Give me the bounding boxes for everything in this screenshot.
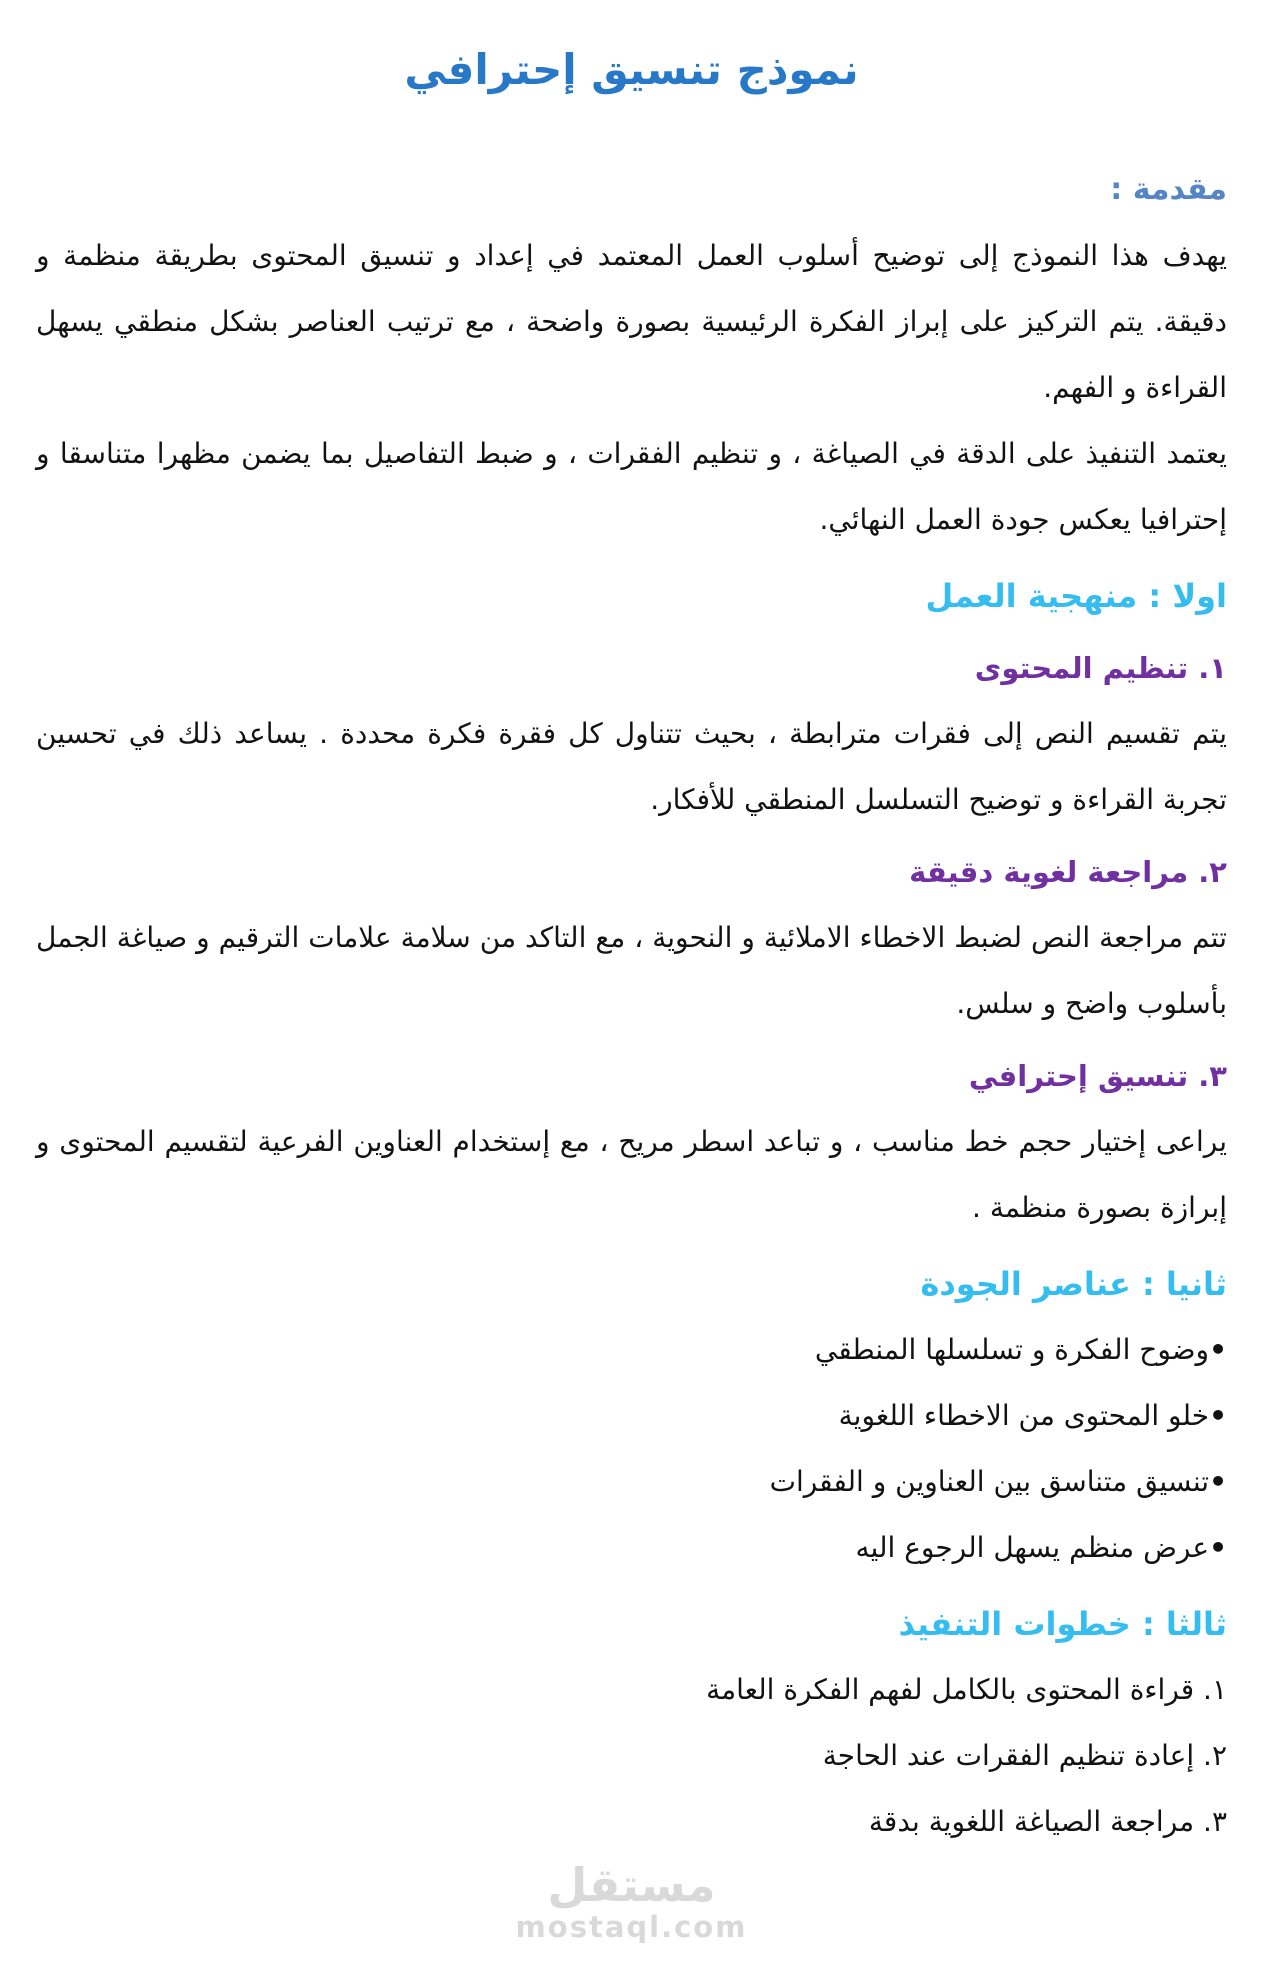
- subsection-2-heading: ٢. مراجعة لغوية دقيقة: [909, 855, 1227, 890]
- subsection-3-heading: ٣. تنسيق إحترافي: [968, 1059, 1227, 1094]
- quality-bullet-list: [36, 1317, 1227, 1581]
- watermark: [515, 1857, 748, 1945]
- subsection-2-body: تتم مراجعة النص لضبط الاخطاء الاملائية و النحوية ، مع التاكد من سلامة علامات الترقيم و صياغة الجمل بأسلوب واضح و سلس.: [36, 921, 1227, 1021]
- step-item: ١. قراءة المحتوى بالكامل لفهم الفكرة العامة: [706, 1673, 1227, 1707]
- intro-heading: مقدمة :: [1110, 172, 1227, 208]
- quality-heading: ثانيا : عناصر الجودة: [920, 1265, 1227, 1304]
- document-content: [0, 36, 1263, 1855]
- bullet-item: • تنسيق متناسق بين العناوين و الفقرات: [36, 1449, 1227, 1515]
- subsection-1-heading: ١. تنظيم المحتوى: [974, 651, 1227, 686]
- intro-paragraph-1: يهدف هذا النموذج إلى توضيح أسلوب العمل المعتمد في إعداد و تنسيق المحتوى بطريقة منظمة و دقيقة. يتم التركيز على إبراز الفكرة الرئيسية بصورة واضحة ، مع ترتيب العناصر بشكل منطقي يسهل القراءة و الفهم.: [36, 239, 1227, 405]
- steps-list: [36, 1657, 1227, 1855]
- page-title: نموذج تنسيق إحترافي: [404, 45, 859, 94]
- step-item: ٢. إعادة تنظيم الفقرات عند الحاجة: [822, 1739, 1227, 1773]
- watermark-logo: مستقل: [547, 1857, 716, 1912]
- intro-paragraph-2: يعتمد التنفيذ على الدقة في الصياغة ، و تنظيم الفقرات ، و ضبط التفاصيل بما يضمن مظهرا متناسقا و إحترافيا يعكس جودة العمل النهائي.: [36, 437, 1227, 537]
- subsection-1-body: يتم تقسيم النص إلى فقرات مترابطة ، بحيث تتناول كل فقرة فكرة محددة . يساعد ذلك في تحسين تجربة القراءة و توضيح التسلسل المنطقي للأفكار.: [36, 717, 1227, 817]
- bullet-item: • عرض منظم يسهل الرجوع اليه: [36, 1515, 1227, 1581]
- steps-heading: ثالثا : خطوات التنفيذ: [898, 1605, 1227, 1644]
- methodology-heading: اولا : منهجية العمل: [925, 577, 1227, 616]
- bullet-item: • خلو المحتوى من الاخطاء اللغوية: [36, 1383, 1227, 1449]
- subsection-3-body: يراعى إختيار حجم خط مناسب ، و تباعد اسطر مريح ، مع إستخدام العناوين الفرعية لتقسيم المحتوى و إبرازة بصورة منظمة .: [36, 1125, 1227, 1225]
- bullet-item: • وضوح الفكرة و تسلسلها المنطقي: [36, 1317, 1227, 1383]
- watermark-domain: mostaql.com: [515, 1910, 748, 1945]
- step-item: ٣. مراجعة الصياغة اللغوية بدقة: [868, 1805, 1227, 1839]
